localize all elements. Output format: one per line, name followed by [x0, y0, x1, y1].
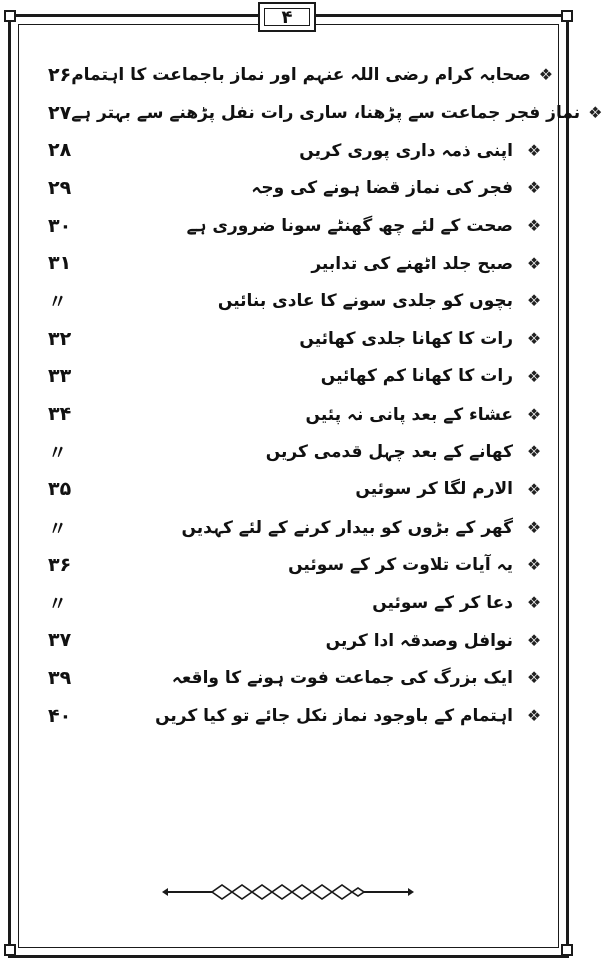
- table-of-contents: [30, 56, 602, 734]
- corner-ornament-bottom-right: [561, 944, 573, 956]
- toc-entry-text: صحت کے لئے چھ گھنٹے سونا ضروری ہے: [186, 216, 513, 237]
- toc-row: [30, 207, 547, 245]
- toc-row: [30, 131, 547, 169]
- four-diamond-bullet-icon: ❖: [588, 103, 602, 123]
- four-diamond-bullet-icon: ❖: [526, 592, 542, 612]
- toc-page-number: 〃: [48, 517, 68, 540]
- four-diamond-bullet-icon: ❖: [526, 442, 542, 462]
- toc-page-number: ۳۹: [48, 666, 72, 689]
- four-diamond-bullet-icon: ❖: [526, 555, 542, 575]
- toc-page-number: ۳۶: [48, 553, 72, 576]
- toc-entry-text: نماز فجر جماعت سے پڑھنا، ساری رات نفل پڑھنے سے بہتر ہے: [71, 103, 581, 124]
- four-diamond-bullet-icon: ❖: [526, 140, 542, 160]
- toc-page-number: ۳۵: [48, 478, 72, 501]
- toc-row: [30, 471, 547, 509]
- four-diamond-bullet-icon: ❖: [526, 479, 542, 499]
- page-number-text: ۴: [281, 6, 293, 28]
- toc-entry-text: رات کا کھانا کم کھائیں: [320, 366, 513, 387]
- corner-ornament-top-right: [561, 10, 573, 22]
- toc-entry-text: نوافل وصدقہ ادا کریں: [325, 630, 513, 651]
- toc-entry-text: ایک بزرگ کی جماعت فوت ہونے کا واقعہ: [171, 668, 513, 689]
- toc-row: [30, 282, 547, 320]
- four-diamond-bullet-icon: ❖: [526, 706, 542, 726]
- corner-ornament-bottom-left: [4, 944, 16, 956]
- toc-row: [30, 659, 547, 697]
- toc-entry-text: الارم لگا کر سوئیں: [355, 479, 513, 500]
- toc-page-number: ۳۴: [48, 403, 72, 426]
- four-diamond-bullet-icon: ❖: [538, 65, 554, 85]
- toc-page-number: ۳۲: [48, 327, 72, 350]
- toc-row: [30, 358, 547, 396]
- toc-entry-text: بچوں کو جلدی سونے کا عادی بنائیں: [217, 291, 513, 312]
- toc-page-number: ۲۹: [48, 176, 72, 199]
- toc-entry-text: صبح جلد اٹھنے کی تدابیر: [311, 253, 513, 274]
- toc-page-number: 〃: [48, 592, 68, 615]
- four-diamond-bullet-icon: ❖: [526, 253, 542, 273]
- toc-entry-text: گھر کے بڑوں کو بیدار کرنے کے لئے کہدیں: [181, 517, 513, 538]
- toc-page-number: 〃: [48, 291, 68, 314]
- toc-entry-text: اپنی ذمہ داری پوری کریں: [299, 140, 513, 161]
- toc-entry-text: کھانے کے بعد چہل قدمی کریں: [265, 442, 513, 463]
- toc-row: [30, 320, 547, 358]
- toc-page-number: ۳۱: [48, 252, 72, 275]
- corner-ornament-top-left: [4, 10, 16, 22]
- toc-row: [30, 584, 547, 622]
- toc-row: [30, 169, 547, 207]
- four-diamond-bullet-icon: ❖: [526, 291, 542, 311]
- toc-row: [30, 697, 547, 735]
- toc-page-number: 〃: [48, 442, 68, 465]
- toc-entry-text: صحابہ کرام رضی اللہ عنہم اور نماز باجماعت کا اہتمام: [71, 65, 531, 86]
- toc-entry-text: اہتمام کے باوجود نماز نکل جائے تو کیا کریں: [155, 706, 513, 727]
- toc-page-number: ۲۶: [48, 63, 72, 86]
- toc-page-number: ۴۰: [48, 704, 72, 727]
- four-diamond-bullet-icon: ❖: [526, 216, 542, 236]
- four-diamond-bullet-icon: ❖: [526, 329, 542, 349]
- toc-row: [30, 94, 602, 132]
- four-diamond-bullet-icon: ❖: [526, 366, 542, 386]
- toc-row: [30, 621, 547, 659]
- toc-row: [30, 395, 547, 433]
- four-diamond-bullet-icon: ❖: [526, 178, 542, 198]
- toc-entry-text: دعا کر کے سوئیں: [372, 592, 513, 613]
- toc-entry-text: فجر کی نماز قضا ہونے کی وجہ: [251, 178, 513, 199]
- toc-entry-text: رات کا کھانا جلدی کھائیں: [299, 328, 513, 349]
- toc-row: [30, 546, 547, 584]
- four-diamond-bullet-icon: ❖: [526, 668, 542, 688]
- four-diamond-bullet-icon: ❖: [526, 630, 542, 650]
- toc-row: [30, 433, 547, 471]
- toc-row: [30, 508, 547, 546]
- four-diamond-bullet-icon: ❖: [526, 404, 542, 424]
- toc-page-number: ۲۸: [48, 139, 72, 162]
- toc-page-number: ۳۷: [48, 629, 72, 652]
- four-diamond-bullet-icon: ❖: [526, 517, 542, 537]
- toc-row: [30, 56, 554, 94]
- page-number: [258, 2, 316, 32]
- toc-entry-text: یہ آیات تلاوت کر کے سوئیں: [288, 555, 513, 576]
- toc-entry-text: عشاء کے بعد پانی نہ پئیں: [305, 404, 513, 425]
- toc-page-number: ۳۰: [48, 214, 72, 237]
- toc-row: [30, 244, 547, 282]
- toc-page-number: ۳۳: [48, 365, 72, 388]
- toc-page-number: ۲۷: [48, 101, 72, 124]
- decorative-divider-icon: [160, 880, 416, 904]
